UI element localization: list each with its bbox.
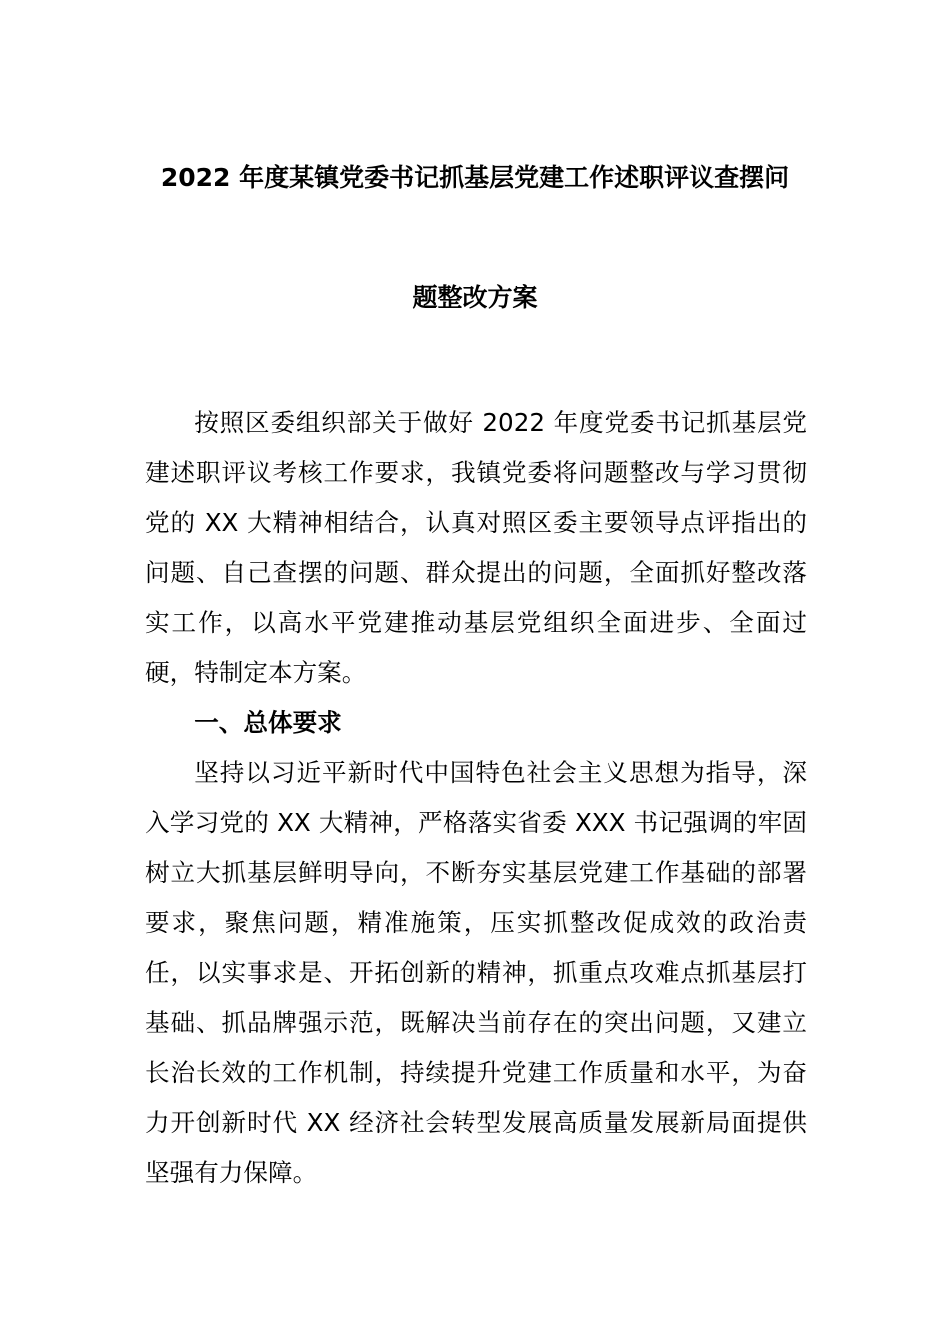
document-title-line-2: 题整改方案	[412, 283, 538, 312]
intro-paragraph: 按照区委组织部关于做好 2022 年度党委书记抓基层党建述职评议考核工作要求，我镇党委将问题整改与学习贯彻党的 XX 大精神相结合，认真对照区委主要领导点评指出的问题、自己查摆的问题、群众提出的问题，全面抓好整改落实工作，以高水平党建推动基层党组织全面进步、全面过硬，特制定本方案。	[145, 408, 807, 687]
section-1-paragraph: 坚持以习近平新时代中国特色社会主义思想为指导，深入学习党的 XX 大精神，严格落实省委 XXX 书记强调的牢固树立大抓基层鲜明导向，不断夯实基层党建工作基础的部署要求，聚焦问题，精准施策，压实抓整改促成效的政治责任，以实事求是、开拓创新的精神，抓重点攻难点抓基层打基础、抓品牌强示范，既解决当前存在的突出问题，又建立长治长效的工作机制，持续提升党建工作质量和水平，为奋力开创新时代 XX 经济社会转型发展高质量发展新局面提供坚强有力保障。	[145, 758, 807, 1187]
document-body	[145, 398, 807, 1198]
section-heading-general-requirements: 一、总体要求	[194, 708, 342, 737]
document-title-line-1: 2022 年度某镇党委书记抓基层党建工作述职评议查摆问	[160, 163, 790, 192]
